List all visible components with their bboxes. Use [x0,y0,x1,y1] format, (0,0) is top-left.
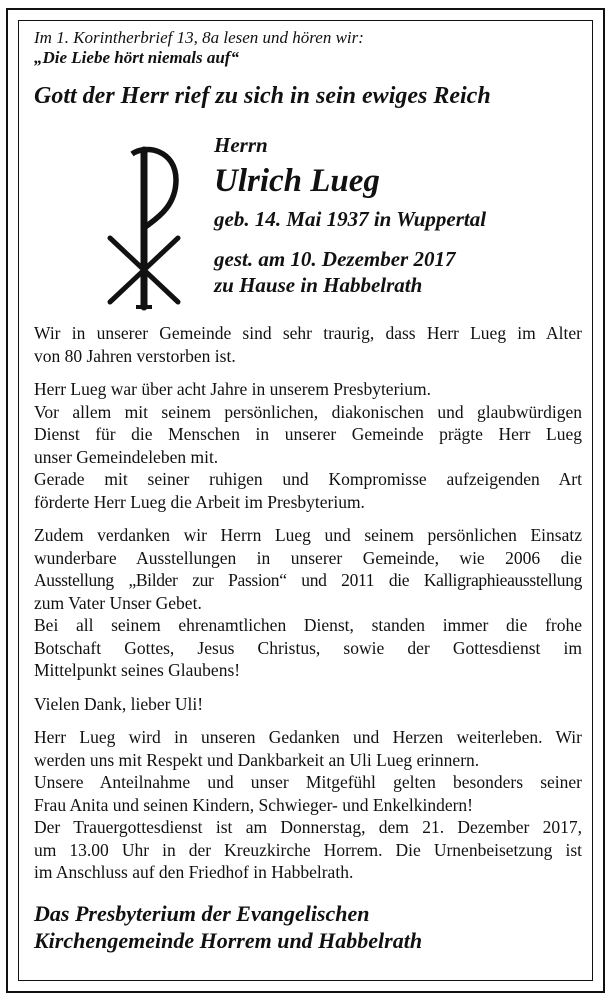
paragraph-intro [34,322,582,367]
text-line: zum Vater Unser Gebet. [34,592,202,613]
deceased-header [34,120,582,297]
paragraph-thanks [34,693,582,716]
death-info: gest. am 10. Dezember 2017 [214,247,456,271]
paragraph-exhibitions [34,524,582,682]
signature-line-1: Das Presbyterium der Evangelischen [34,900,370,926]
death-place: zu Hause in Habbelrath [214,273,423,297]
text-line: von 80 Jahren verstorben ist. [34,345,236,366]
birth-info: geb. 14. Mai 1937 in Wuppertal [214,207,487,231]
text-line: Wir in unserer Gemeinde sind sehr traurig, dass Herr Lueg im Alter [34,323,582,343]
text-line: Mittelpunkt seines Glaubens! [34,660,241,680]
signature-line-2: Kirchengemeinde Horrem und Habbelrath [34,927,423,953]
text-line: Unsere Anteilnahme und unser Mitgefühl gelten besonders seiner [34,772,582,792]
text-line: förderte Herr Lueg die Arbeit im Presbyterium. [34,491,365,512]
deceased-details [214,120,486,298]
verse-quote: „Die Liebe hört niemals auf“ [34,48,239,67]
text-line: im Anschluss auf den Friedhof in Habbelrath. [34,862,354,882]
text-line: Bei all seinem ehrenamtlichen Dienst, standen immer die frohe [34,615,582,635]
text-line: Dienst für die Menschen in unserer Gemeinde prägte Herr Lueg [34,424,582,444]
deceased-name: Ulrich Lueg [214,163,380,199]
text-line: Vor allem mit seinem persönlichen, diakonischen und glaubwürdigen [34,401,582,422]
verse-intro: Im 1. Korintherbrief 13, 8a lesen und hören wir: [34,28,364,47]
text-line: Vielen Dank, lieber Uli! [34,693,204,714]
text-line: Herr Lueg war über acht Jahre in unserem Presbyterium. [34,379,432,399]
text-line: um 13.00 Uhr in der Kreuzkirche Horrem. Die Urnenbeisetzung ist [34,839,582,860]
paragraph-presbytery [34,378,582,513]
text-line: Zudem verdanken wir Herrn Lueg und seinem persönlichen Einsatz [34,525,582,545]
text-line: Botschaft Gottes, Jesus Christus, sowie der Gottesdienst im [34,637,582,658]
text-line: Ausstellung „Bilder zur Passion“ und 2011 die Kalligraphieausstellung [34,570,582,590]
text-line: unser Gemeindeleben mit. [34,446,219,467]
text-line: Der Trauergottesdienst ist am Donnerstag, dem 21. Dezember 2017, [34,817,582,837]
text-line: Frau Anita und seinen Kindern, Schwieger- und Enkelkindern! [34,794,473,815]
signature [34,900,582,954]
chi-rho-icon [106,142,186,312]
text-line: Gerade mit seiner ruhigen und Kompromisse aufzeigenden Art [34,469,582,489]
text-line: Herr Lueg wird in unseren Gedanken und Herzen weiterleben. Wir [34,727,582,747]
text-line: wunderbare Ausstellungen in unserer Gemeinde, wie 2006 die [34,547,582,568]
paragraph-funeral [34,726,582,884]
honorific: Herrn [214,133,268,157]
text-line: werden uns mit Respekt und Dankbarkeit an Uli Lueg erinnern. [34,749,480,770]
body-text [34,322,582,884]
headline: Gott der Herr rief zu sich in sein ewiges Reich [34,83,491,109]
obituary-content [34,28,582,954]
